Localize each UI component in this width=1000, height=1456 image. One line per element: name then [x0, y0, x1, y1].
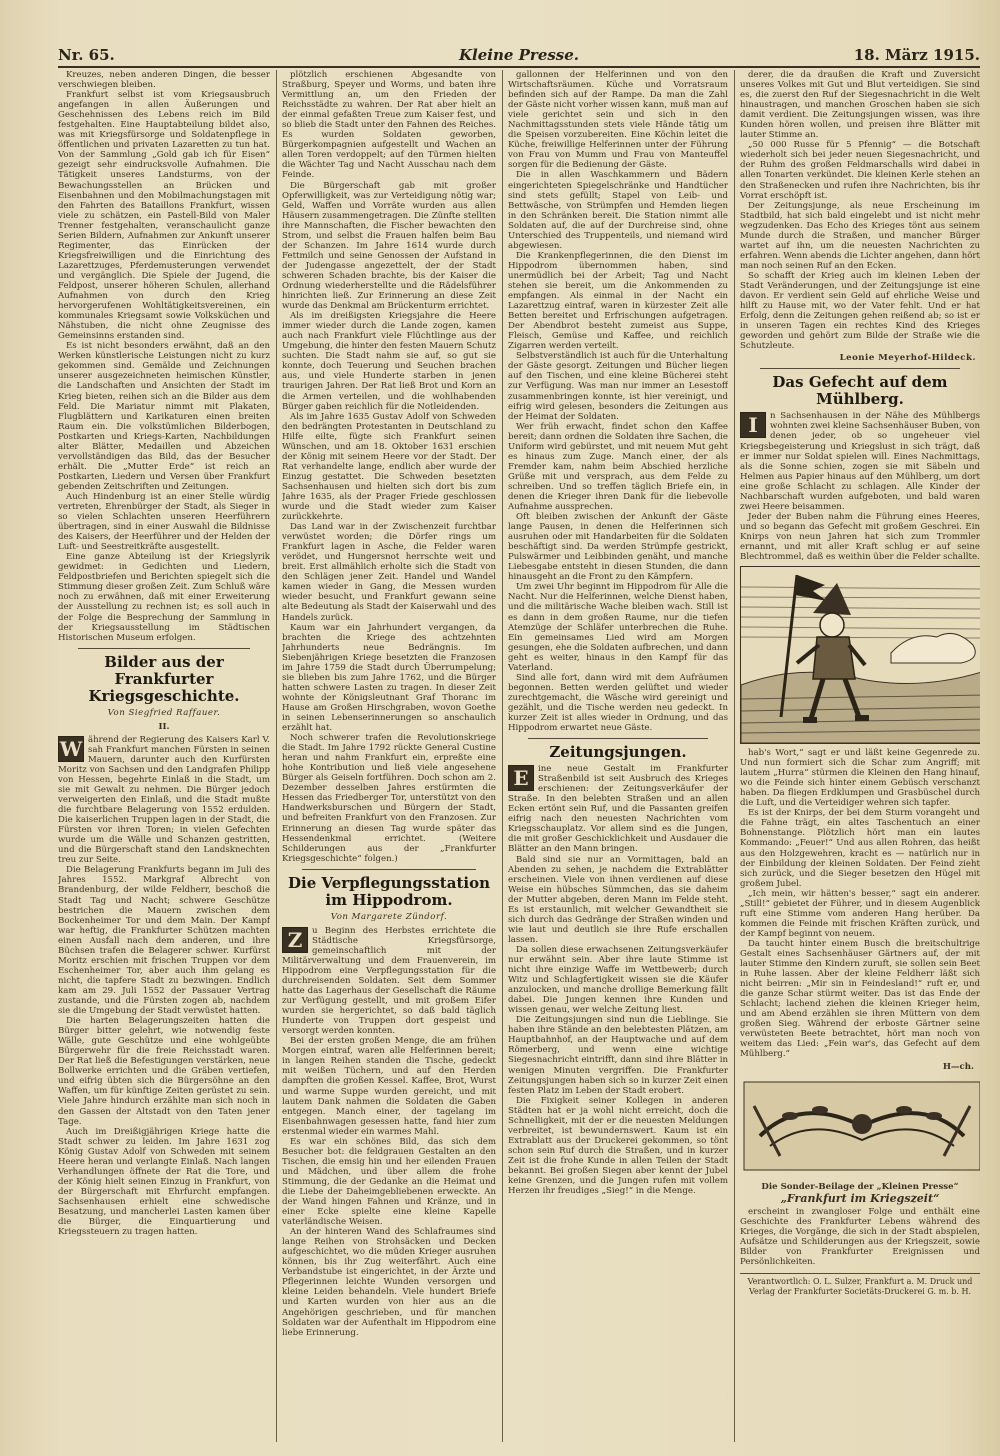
- drop-cap: W: [59, 736, 83, 761]
- article-text: Die Fixigkeit seiner Kollegen in anderen Städten hat er ja wohl nicht erreicht, doch die Schnelligkeit, mit der er die neuesten Meldungen verbreitet, ist bewundernswert. Kaum ist ein Extrablatt aus der Druckerei gekommen, so tönt schon sein Ruf durch die Straßen, und in kurzer Zeit ist die frohe Kunde in allen Teilen der Stadt bekannt. Bei großen Siegen aber kennt der Jubel keine Grenzen, und die Jungen rufen mit vollem Herzen ihr freudiges „Sieg!“ in die Menge.: [508, 1095, 728, 1197]
- article-text: Als im dreißigsten Kriegsjahre die Heere immer wieder durch die Lande zogen, kamen auch nach Frankfurt viele Flüchtlinge aus der Umgebung, die hinter den festen Mauern Schutz suchten. Die Stadt nahm sie auf, so gut sie konnte, doch Teuerung und Seuchen brachen aus, und viele Hunderte starben in jenen traurigen Jahren. Der Rat ließ Brot und Korn an die Armen verteilen, und die wohlhabenden Bürger gaben reichlich für die Notleidenden.: [282, 311, 496, 412]
- article-text: Bald sind sie nur an Vormittagen, bald an Abenden zu sehen, je nachdem die Extrablätter erscheinen. Viele von ihnen verdienen auf diese Weise ein hübsches Sümmchen, das sie daheim der Mutter abgeben, deren Mann im Felde steht. Es ist erstaunlich, mit welcher Gewandtheit sie sich durch das Gedränge der Straßen winden und wie laut und deutlich sie ihre Rufe erschallen lassen.: [508, 854, 728, 945]
- article-text: Als im Jahre 1635 Gustav Adolf von Schweden den bedrängten Protestanten in Deutschland zu Hilfe eilte, fügte sich Frankfurt seinen Wünschen, und am 18. Oktober 1631 erschien der König mit seinem Heere vor der Stadt. Der Rat verhandelte lange, endlich aber wurde der Einzug gestattet. Die Schweden besetzten Sachsenhausen und hielten sich dort bis zum Jahre 1635, als der Prager Friede geschlossen wurde und die Stadt wieder zum Kaiser zurückkehrte.: [282, 411, 496, 523]
- author-signature: Leonie Meyerhof-Hildeck.: [839, 353, 976, 364]
- article-text: Um zwei Uhr beginnt im Hippodrom für Alle die Nacht. Nur die Helferinnen, welche Dienst haben, und die militärische Wache bleiben wach. Still ist es dann in dem großen Raume, nur die tiefen Atemzüge der Schläfer unterbrechen die Ruhe. Ein gemeinsames Lied wird am Morgen gesungen, ehe die Soldaten aufbrechen, und dann geht es weiter, hinaus in den Kampf für das Vaterland.: [508, 582, 728, 673]
- column-4: [740, 70, 980, 1442]
- drop-cap: E: [508, 765, 534, 791]
- article-text: So schafft der Krieg auch im kleinen Leben der Stadt Veränderungen, und der Zeitungsjunge ist eine davon. Er verdient sein Geld auf ehrliche Weise und hilft zu Hause mit, wo der Vater fehlt. Und er hat Erfolg, denn die Zeitungen gehen reißend ab; so ist er in unseren Tagen ein rechtes Kind des Krieges geworden und gehört zum Bilde der Straße wie die Schutzleute.: [740, 270, 980, 352]
- column-rule: [502, 70, 503, 1442]
- article-text: Oft bleiben zwischen der Ankunft der Gäste lange Pausen, in denen die Helferinnen sich ausruhen oder mit Handarbeiten für die Soldaten beschäftigt sind. Da werden Strümpfe gestrickt, Pulswärmer und Leibbinden genäht, und manche Liebesgabe entsteht in diesen Stunden, die dann hinausgeht an die Front zu den Kämpfern.: [508, 512, 728, 583]
- article-text: Kreuzes, neben anderen Dingen, die besser verschwiegen bleiben.: [58, 70, 270, 91]
- article-text: Der Zeitungsjunge, als neue Erscheinung im Stadtbild, hat sich bald eingelebt und ist nicht mehr wegzudenken. Das Echo des Krieges tönt aus seinem Munde durch die Straßen, und mancher Bürger wartet auf ihn, um die neuesten Nachrichten zu erfahren. Wenn abends die Lichter angehen, dann hört man noch seinen Ruf an den Ecken.: [740, 200, 980, 271]
- column-rule: [734, 70, 735, 1442]
- article-text: ine neue Gestalt im Frankfurter Straßenbild ist seit Ausbruch des Krieges erschienen: der Zeitungsverkäufer der Straße. In den belebten Straßen und an allen Ecken ertönt sein Ruf, und die Passanten greifen eifrig nach den neuesten Nachrichten vom Kriegsschauplatz. Vor allem sind es die Jungen, die mit großer Geschicklichkeit und Ausdauer die Blätter an den Mann bringen.: [508, 764, 728, 855]
- divider: [760, 368, 960, 369]
- article-text: n Sachsenhausen in der Nähe des Mühlbergs wohnten zwei kleine Sachsenhäuser Buben, von denen jeder, ob so ungeheuer viel Kriegsbegeisterung und Kriegslust in sich trägt, daß er immer nur Soldat spielen will. Eines Nachmittags, als die Sonne schien, zogen sie mit Säbeln und Helmen aus Papier hinaus auf den Mühlberg, um dort eine große Schlacht zu schlagen. Alle Kinder der Nachbarschaft wurden aufgeboten, und bald waren zwei Heere beisammen.: [740, 411, 980, 512]
- byline: Von Margarete Zündorf.: [330, 911, 448, 922]
- article-text: derer, die da draußen die Kraft und Zuversicht unseres Volkes mit Gut und Blut verteidigen. Sie sind es, die zuerst den Ruf der Siegesnachricht in die Welt hinaustragen, und manchen Groschen haben sie sich damit verdient. Die Zeitungsjungen wissen, was ihre Kunden hören wollen, und preisen ihre Blätter mit lauter Stimme an.: [740, 70, 980, 141]
- issue-date: 18. März 1915.: [853, 46, 980, 64]
- article-text: Da sollen diese erwachsenen Zeitungsverkäufer nur erwähnt sein. Aber ihre laute Stimme ist nicht ihre einzige Waffe im Wettbewerb; durch Witz und Schlagfertigkeit wissen sie die Käufer anzulocken, und manche drollige Bemerkung fällt dabei. Die Jungen kennen ihre Kunden und wissen genau, wer welche Zeitung liest.: [508, 944, 728, 1016]
- headline-muehlberg: Das Gefecht auf dem Mühlberg.: [772, 373, 948, 409]
- supplement-name: „Frankfurt im Kriegszeit“: [780, 1191, 940, 1205]
- article-text: Die Krankenpflegerinnen, die den Dienst im Hippodrom übernommen haben, sind unermüdlich bei der Arbeit; Tag und Nacht stehen sie bereit, um die Ankommenden zu empfangen. Als einmal in der Nacht ein Lazarettzug eintraf, waren in kürzester Zeit alle Betten bereitet und Erfrischungen aufgetragen. Der Abendbrot besteht zumeist aus Suppe, Fleisch, Gemüse und Kaffee, und reichlich Zigarren werden verteilt.: [508, 250, 728, 352]
- article-text: Auch Hindenburg ist an einer Stelle würdig vertreten, Ehrenbürger der Stadt, als Sieger in so vielen Schlachten unseren Heerführern übertragen, sind in einer Auswahl die Bildnisse des Kaisers, der Heerführer und der Helden der Luft- und Seestreitkräfte ausgestellt.: [58, 491, 270, 553]
- headline-kriegsgeschichte: Bilder aus der Frankfurter Kriegsgeschichte.: [88, 652, 240, 705]
- divider: [528, 738, 708, 739]
- article-lead: [282, 926, 496, 1037]
- issue-number: Nr. 65.: [58, 46, 115, 64]
- article-text: hab's Wort,“ sagt er und läßt keine Gegenrede zu. Und nun formiert sich die Schar zum Angriff; mit lautem „Hurra“ stürmen die Kleinen den Hang hinauf, wo die Feinde sich hinter einem Gebüsch verschanzt haben. Da fliegen Erdklumpen und Grasbüschel durch die Luft, und die Verteidiger wehren sich tapfer.: [740, 748, 980, 809]
- supplement-title: Die Sonder-Beilage der „Kleinen Presse“: [761, 1181, 959, 1192]
- article-text: Die Bürgerschaft gab mit großer Opferwilligkeit, was zur Verteidigung nötig war; Geld, Waffen und Vorräte wurden aus allen Häusern zusammengetragen. Die Zünfte stellten ihre Mannschaften, die Fischer bewachten den Strom, und selbst die Frauen halfen beim Bau der Schanzen. Im Jahre 1614 wurde durch Fettmilch und seine Genossen der Aufstand in der Judengasse angezettelt, der der Stadt schweren Schaden brachte, bis der Kaiser die Ordnung wiederherstellte und die Rädelsführer hinrichten ließ. Zur Erinnerung an diese Zeit wurde das Denkmal am Brückenturm errichtet.: [282, 180, 496, 312]
- byline: Von Siegfried Raffauer.: [107, 707, 221, 718]
- article-text: ährend der Regierung des Kaisers Karl V. sah Frankfurt manchen Fürsten in seinen Mauern, darunter auch den Kurfürsten Moritz von Sachsen und den Landgrafen Philipp von Hessen, begehrte Einlaß in die Stadt, um sie mit Gewalt zu nehmen. Die Bürger jedoch verweigerten den Einlaß, und die Stadt mußte die furchtbare Belagerung von 1552 erdulden. Die kaiserlichen Truppen lagen in der Stadt, die Fürsten vor ihren Toren; in vielen Gefechten wurde um die Wälle und Schanzen gestritten, und die Bürgerschaft stand den Landsknechten treu zur Seite.: [58, 734, 270, 866]
- boy-soldier-illustration: [740, 566, 980, 744]
- article-text: Jeder der Buben nahm die Führung eines Heeres, und so begann das Gefecht mit großem Geschrei. Ein Knirps von neun Jahren hat sich zum Trommler ernannt, und mit aller Kraft schlug er auf seine Blechtrommel, daß es weithin über die Felder schallte.: [740, 511, 980, 563]
- article-lead: [58, 735, 270, 866]
- supplement-text: erscheint in zwangloser Folge und enthält eine Geschichte des Frankfurter Lebens während des Krieges, die Vorgänge, die sich in der Stadt abspielen, Aufsätze und Schilderungen aus der Kriegszeit, sowie Bilder von Frankfurter Ereignissen und Persönlichkeiten.: [740, 1206, 980, 1267]
- article-text: Es war ein schönes Bild, das sich dem Besucher bot: die feldgrauen Gestalten an den Tischen, die emsig hin und her eilenden Frauen und Mädchen, und über allem die frohe Stimmung, die der Gedanke an die Heimat und die Liebe der Daheimgebliebenen erweckte. An der Wand hingen Fahnen und Kränze, und in einer Ecke spielte eine kleine Kapelle vaterländische Weisen.: [282, 1136, 496, 1228]
- headline-zeitungsjungen: Zeitungsjungen.: [549, 743, 687, 762]
- signoff: H—ch.: [942, 1061, 974, 1072]
- drop-cap: I: [740, 412, 766, 438]
- article-text: Die in allen Waschkammern und Bädern eingerichteten Spiegelschränke und Handtücher sind stets gefüllt; Stapel von Leib- und Bettwäsche, von Strümpfen und Hemden liegen in den Schränken bereit. Die Station nimmt alle Soldaten auf, die auf der Durchreise sind, ohne Unterschied des Truppenteils, und niemand wird abgewiesen.: [508, 170, 728, 251]
- article-text: Sind alle fort, dann wird mit dem Aufräumen begonnen. Betten werden gelüftet und wieder zurechtgemacht, die Wäsche wird gereinigt und gezählt, und die Tische werden neu gedeckt. In kurzer Zeit ist alles wieder in Ordnung, und das Hippodrom erwartet neue Gäste.: [508, 672, 728, 734]
- article-text: Bei der ersten großen Menge, die am frühen Morgen eintraf, waren alle Helferinnen bereit; in langen Reihen standen die Tische, gedeckt mit weißen Tüchern, und auf den Herden dampften die großen Kessel. Kaffee, Brot, Wurst und warme Suppe wurden gereicht, und mit lautem Dank nahmen die Soldaten die Gaben entgegen. Manch einer, der tagelang im Eisenbahnwagen gesessen hatte, fand hier zum erstenmal wieder ein warmes Mahl.: [282, 1036, 496, 1137]
- article-lead: [508, 764, 728, 854]
- column-3: [508, 70, 728, 1442]
- article-text: Die Zeitungsjungen sind nun die Lieblinge. Sie haben ihre Stände an den belebtesten Plätzen, am Hauptbahnhof, an der Hauptwache und auf dem Römerberg, und wenn eine wichtige Siegesnachricht eintrifft, dann sind ihre Blätter in wenigen Minuten vergriffen. Die Frankfurter Zeitungsjungen haben sich so in kurzer Zeit einen festen Platz im Leben der Stadt erobert.: [508, 1015, 728, 1096]
- article-text: „Ich mein, wir hätten's besser,“ sagt ein anderer. „Still!“ gebietet der Führer, und in diesem Augenblick ruft eine Stimme vom anderen Hang herüber. Da kommen die Feinde mit frischen Kräften zurück, und der Kampf beginnt von neuem.: [740, 888, 980, 939]
- masthead-title: Kleine Presse.: [458, 46, 580, 64]
- column-rule: [276, 70, 277, 1442]
- article-text: Die Belagerung Frankfurts begann im Juli des Jahres 1552. Markgraf Albrecht von Brandenburg, der wilde Feldherr, beschoß die Stadt Tag und Nacht; schwere Geschütze bestrichen die Mauern zwischen dem Bockenheimer Tor und dem Main. Der Kampf war heftig, die Frankfurter Schützen machten einen Ausfall nach dem anderen, und ihre Büchsen trafen die Belagerer schwer. Kurfürst Moritz erschien mit frischen Truppen vor dem Eschenheimer Tor, aber auch ihm gelang es nicht, die tapfere Stadt zu bezwingen. Endlich kam am 29. Juli 1552 der Passauer Vertrag zustande, und die Fürsten zogen ab, nachdem sie die Umgebung der Stadt verwüstet hatten.: [58, 865, 270, 1017]
- article-text: plötzlich erschienen Abgesandte von Straßburg, Speyer und Worms, und baten ihre Vermittlung an, um den Frieden der Reichsstädte zu wahren. Der Rat aber hielt an der einmal gefaßten Treue zum Kaiser fest, und so blieb die Stadt unter den Fahnen des Reiches. Es wurden Soldaten geworben, Bürgerkompagnien aufgestellt und Wachen an allen Toren verdoppelt; auf den Türmen hielten die Wächter Tag und Nacht Ausschau nach dem Feinde.: [282, 70, 496, 181]
- article-text: An der hinteren Wand des Schlafraumes sind lange Reihen von Strohsäcken und Decken aufgeschichtet, wo die müden Krieger ausruhen können, bis ihr Zug weiterfährt. Auch eine Verbandstube ist eingerichtet, in der Ärzte und Pflegerinnen leichte Wunden versorgen und kleine Leiden behandeln. Viele hundert Briefe und Karten wurden von hier aus an die Angehörigen geschrieben, und für manchen Soldaten war der Aufenthalt im Hippodrom eine liebe Erinnerung.: [282, 1227, 496, 1338]
- article-text: u Beginn des Herbstes errichtete die Städtische Kriegsfürsorge, gemeinschaftlich mit der Militärverwaltung und dem Frauenverein, im Hippodrom eine Verpflegungsstation für die durchreisenden Soldaten. Seit dem Sommer hatte das Lagerhaus der Gesellschaft die Räume zur Verfügung gestellt, und mit großem Eifer wurden sie hergerichtet, so daß bald täglich Hunderte von Truppen dort gespeist und versorgt werden konnten.: [282, 925, 496, 1037]
- drop-cap: Z: [282, 927, 308, 953]
- ornament-wreath-icon: [740, 1076, 980, 1176]
- article-text: Es ist der Knirps, der bei dem Sturm vorangeht und die Fahne trägt, ein altes Taschentuch an einer Bohnenstange. Plötzlich hört man ein lautes Kommando: „Feuer!“ Und aus allen Rohren, das heißt aus den Holzgewehren, kracht es — natürlich nur in der Einbildung der kleinen Soldaten. Der Feind zieht sich zurück, und die Sieger besetzen den Hügel mit großem Jubel.: [740, 808, 980, 889]
- part-numeral: II.: [158, 721, 170, 732]
- article-lead: [740, 411, 980, 511]
- column-2: [282, 70, 496, 1442]
- article-text: Es ist nicht besonders erwähnt, daß an den Werken künstlerische Leistungen nicht zu kurz gekommen sind. Gemälde und Zeichnungen unserer ausgezeichneten heimischen Künstler, die Landschaften und Ansichten der Stadt im Krieg bieten, reihen sich an die Bilder aus dem Feld. Die Mariatur nimmt mit Plakaten, Flugblättern und Karikaturen einen breiten Raum ein. Die volkstümlichen Bilderbogen, Postkarten und Kriegs-Karten, Nachbildungen alter Blätter, Medaillen und Abzeichen vervollständigen das Bild, das der Besucher erhält. Die „Mutter Erde“ ist reich an Postkarten, Liedern und Versen über Frankfurt gebenden Zeitschriften und Zeitungen.: [58, 341, 270, 492]
- article-text: Wer früh erwacht, findet schon den Kaffee bereit; dann ordnen die Soldaten ihre Sachen, die Uniform wird gebürstet, und mit neuem Mut geht es hinaus zum Zuge. Manch einer, der als Fremder kam, nahm beim Abschied herzliche Grüße mit und versprach, aus dem Felde zu schreiben. Und so treffen täglich Briefe ein, in denen die Krieger ihren Dank für die liebevolle Aufnahme aussprechen.: [508, 421, 728, 513]
- article-text: Da taucht hinter einem Busch die breitschultrige Gestalt eines Sachsenhäuser Gärtners auf, der mit lauter Stimme den Kindern zuruft, sie sollen sein Beet in Ruhe lassen. Aber der kleine Feldherr läßt sich nicht beirren: „Mir sin in Feindesland!“ ruft er, und die ganze Schar stürmt weiter. Das ist das Ende der Schlacht; lachend ziehen die kleinen Krieger heim, und am Abend erzählen sie ihren Müttern von dem großen Sieg. Während der erboste Gärtner seine verwüsteten Beete betrachtet, hört man noch von weitem das Lied: „Fein war's, das Gefecht auf dem Mühlberg.“: [740, 938, 980, 1060]
- ornament-illustration: [740, 1076, 980, 1176]
- divider: [78, 648, 250, 649]
- article-text: „50 000 Russe für 5 Pfennig“ — die Botschaft wiederholt sich bei jeder neuen Siegesnachricht, und der Ruhm des großen Feldmarschalls wird dabei in allen Tonarten verkündet. Die kleinen Kerle stehen an den Straßenecken und rufen ihre Nachrichten, bis ihr Vorrat erschöpft ist.: [740, 140, 980, 201]
- divider: [302, 869, 476, 870]
- article-text: Selbstverständlich ist auch für die Unterhaltung der Gäste gesorgt. Zeitungen und Bücher liegen auf den Tischen, und eine kleine Bücherei steht zur Verfügung. Was man nur immer an Lesestoff zusammenbringen konnte, ist hier vereinigt, und eifrig wird gelesen, besonders die Zeitungen aus der Heimat der Soldaten.: [508, 351, 728, 422]
- woodcut-boy-icon: [741, 567, 980, 743]
- article-text: Das Land war in der Zwischenzeit furchtbar verwüstet worden; die Dörfer rings um Frankfurt lagen in Asche, die Felder waren verödet, und Hungersnot herrschte weit und breit. Erst allmählich erholte sich die Stadt von den Schlägen jener Zeit. Handel und Wandel kamen wieder in Gang, die Messen wurden wieder besucht, und Frankfurt gewann seine alte Bedeutung als Stadt der Kaiserwahl und des Handels zurück.: [282, 522, 496, 623]
- article-text: gallonnen der Helferinnen und von den Wirtschaftsräumen. Küche und Vorratsraum befinden sich auf der Rampe. Da man die Zahl der Gäste nicht vorher wissen kann, muß man auf viele gerichtet sein und sich in den Nachmittagsstunden stets viele Hände tätig um die Speisen vorzubereiten. Eine Köchin leitet die Küche, freiwillige Helferinnen unter der Führung von Frau von Mumm und Frau von Manteuffel sorgen für die Bedienung der Gäste.: [508, 70, 728, 171]
- article-text: Eine ganze Abteilung ist der Kriegslyrik gewidmet: in Gedichten und Liedern, Feldpostbriefen und Berichten spiegelt sich die Stimmung dieser großen Zeit. Zum Schluß wäre noch zu erwähnen, daß mit einer Erweiterung der Ausstellung zu rechnen ist; es soll auch in der Folge die Besprechung der Sammlung in der Kriegsausstellung im Städtischen Historischen Museum erfolgen.: [58, 552, 270, 643]
- headline-hippodrom: Die Verpflegungsstation im Hippodrom.: [288, 873, 490, 909]
- article-text: Frankfurt selbst ist vom Kriegsausbruch angefangen in allen Äußerungen und Geschehnissen des Lebens reich im Bild festgehalten. Eine Hauptabteilung bildet also, was mit Kriegsfürsorge und Soldatenpflege in öffentlichen und privaten Lazaretten zu tun hat. Von der Sammlung „Gold gab ich für Eisen“ gezeigt sehr eindrucksvolle Aufnahmen. Die Tätigkeit unseres Landsturms, von der Bewachungsstellen an Brücken und Eisenbahnen und den Mobilmachungstagen mit den Fahrten des Bataillons Frankfurt, wissen viele zu schätzen, ein Pastell-Bild von Maler Trenner festgehalten, veranschaulicht ganze Serien Bildern, Aufnahmen zur Ankunft unserer Regimenter, das Einrücken der Kriegsfreiwilligen und die Einrichtung des Lazarettzuges, Pferdemusterungen verwendet und vergänglich. Die Spiele der Jugend, die Feldpost, unserer höheren Schulen, allerhand Aufnahmen von durch den Krieg hervorgerufenen Wohltätigkeitsvereinen, ein kommunales Kriegsamt sowie Volksküchen und Nähstuben, die nicht ohne Zeugnisse des Gemeinsinns erstanden sind.: [58, 90, 270, 342]
- page-header: [58, 44, 980, 68]
- article-text: Noch schwerer trafen die Revolutionskriege die Stadt. Im Jahre 1792 rückte General Custine heran und nahm Frankfurt ein, erpreßte eine hohe Kontribution und ließ viele angesehene Bürger als Geiseln fortführen. Doch schon am 2. Dezember desselben Jahres erstürmten die Hessen das Friedberger Tor, unterstützt von den Handwerksburschen und Bürgern der Stadt, und befreiten Frankfurt von den Franzosen. Zur Erinnerung an diesen Tag wurde später das Hessendenkmal errichtet. (Weitere Schilderungen aus der „Frankfurter Kriegsgeschichte“ folgen.): [282, 733, 496, 864]
- article-text: Auch im Dreißigjährigen Kriege hatte die Stadt schwer zu leiden. Im Jahre 1631 zog König Gustav Adolf von Schweden mit seinem Heere heran und verlangte Einlaß. Nach langen Verhandlungen öffnete der Rat die Tore, und der König hielt seinen Einzug in Frankfurt, von der Bürgerschaft mit Ehrfurcht empfangen. Sachsenhausen erhielt eine schwedische Besatzung, und mancherlei Lasten kamen über die Bürger, die Einquartierung und Kriegssteuern zu tragen hatten.: [58, 1126, 270, 1238]
- column-1: [58, 70, 270, 1442]
- article-text: Die harten Belagerungszeiten hatten die Bürger bitter gelehrt, wie notwendig feste Wälle, gute Geschütze und eine wohlgeübte Bürgerwehr für die freie Reichsstadt waren. Der Rat ließ die Befestigungen verstärken, neue Bollwerke errichten und die Gräben vertiefen, und eifrig übten sich die Bürgersöhne an den Waffen, um für künftige Zeiten gerüstet zu sein. Viele Jahre hindurch erzählte man sich noch in den Gassen der Altstadt von den Taten jener Tage.: [58, 1016, 270, 1127]
- article-text: Kaum war ein Jahrhundert vergangen, da brachten die Kriege des achtzehnten Jahrhunderts neue Bedrängnis. Im Siebenjährigen Kriege besetzten die Franzosen im Jahre 1759 die Stadt durch Überrumpelung; sie blieben bis zum Jahre 1762, und die Bürger hatten schwere Lasten zu tragen. In dieser Zeit wohnte der Königsleutnant Graf Thoranc im Hause am Großen Hirschgraben, wovon Goethe in seinen Lebenserinnerungen so anschaulich erzählt hat.: [282, 622, 496, 734]
- imprint: Verantwortlich: O. L. Sulzer, Frankfurt a. M. Druck und Verlag der Frankfurter Societäts-Druckerei G. m. b. H.: [740, 1273, 980, 1297]
